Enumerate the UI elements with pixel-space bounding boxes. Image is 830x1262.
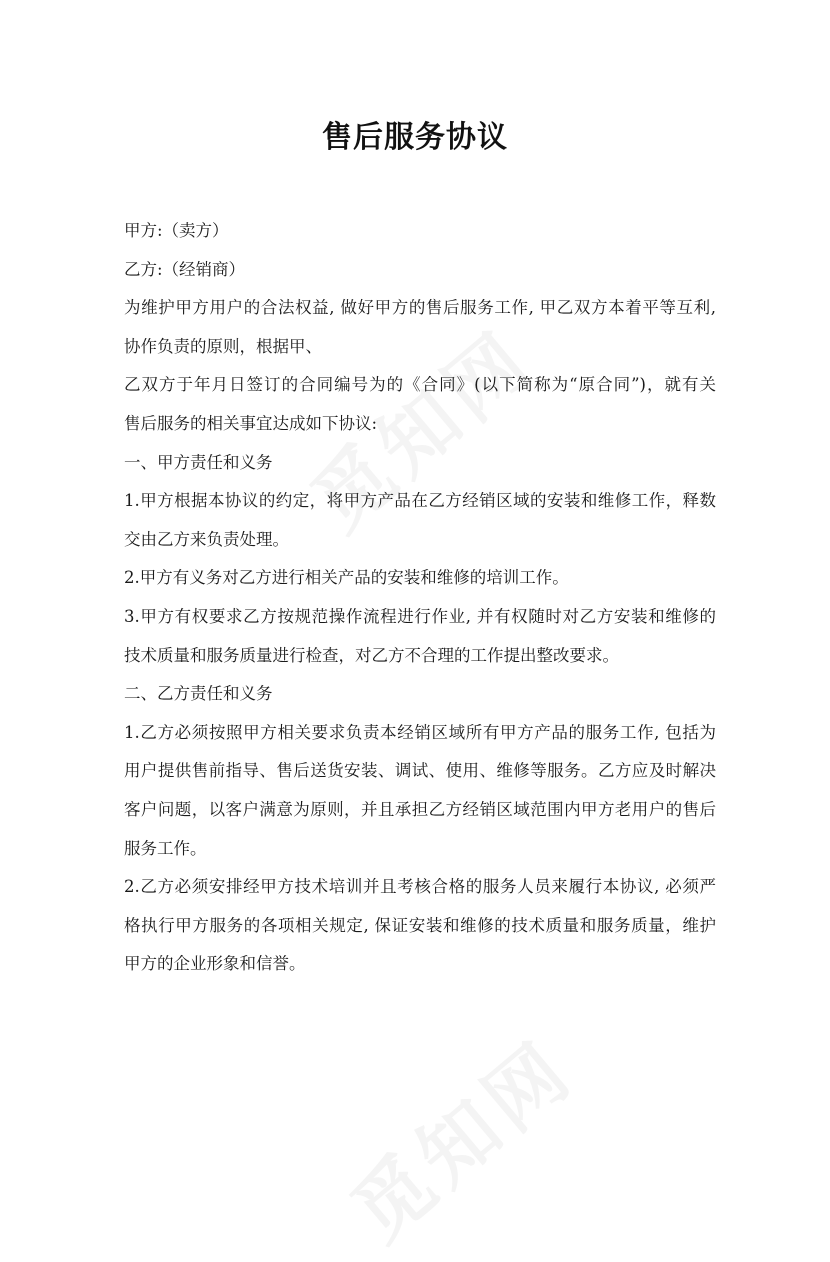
watermark — [324, 1010, 594, 1262]
body-line: 交由乙方来负责处理。 — [124, 529, 289, 549]
body-line: 乙双方于年月日签订的合同编号为的《合同》(以下简称为“原合同”)，就有关 — [124, 375, 716, 395]
body-line: 服务工作。 — [124, 838, 207, 858]
body-line: 格执行甲方服务的各项相关规定, 保证安装和维修的技术质量和服务质量，维护 — [124, 915, 716, 935]
body-line: 二、乙方责任和义务 — [124, 684, 273, 704]
body-line: 协作负责的原则，根据甲、 — [124, 336, 322, 356]
body-line: 乙方:（经销商） — [124, 259, 246, 279]
body-line: 用户提供售前指导、售后送货安装、调试、使用、维修等服务。乙方应及时解决 — [124, 761, 716, 781]
document-title: 售后服务协议 — [322, 120, 508, 155]
body-line: 1.乙方必须按照甲方相关要求负责本经销区域所有甲方产品的服务工作, 包括为 — [124, 722, 716, 742]
body-line: 2.乙方必须安排经甲方技术培训并且考核合格的服务人员来履行本协议, 必须严 — [124, 877, 716, 897]
body-line: 一、甲方责任和义务 — [124, 452, 273, 472]
body-line: 客户问题，以客户满意为原则，并且承担乙方经销区域范围内甲方老用户的售后 — [124, 799, 716, 819]
body-line: 为维护甲方用户的合法权益, 做好甲方的售后服务工作, 甲乙双方本着平等互利, — [124, 298, 716, 318]
body-line: 甲方:（卖方） — [124, 221, 229, 240]
body-line: 1.甲方根据本协议的约定，将甲方产品在乙方经销区域的安装和维修工作，释数 — [124, 491, 716, 511]
body-line: 技术质量和服务质量进行检查，对乙方不合理的工作提出整改要求。 — [124, 645, 619, 665]
document-body — [124, 212, 716, 984]
body-line: 2.甲方有义务对乙方进行相关产品的安装和维修的培训工作。 — [124, 568, 569, 588]
body-line: 售后服务的相关事宜达成如下协议: — [124, 413, 378, 433]
body-line: 3.甲方有权要求乙方按规范操作流程进行作业, 并有权随时对乙方安装和维修的 — [124, 606, 716, 626]
body-line: 甲方的企业形象和信誉。 — [124, 954, 306, 974]
